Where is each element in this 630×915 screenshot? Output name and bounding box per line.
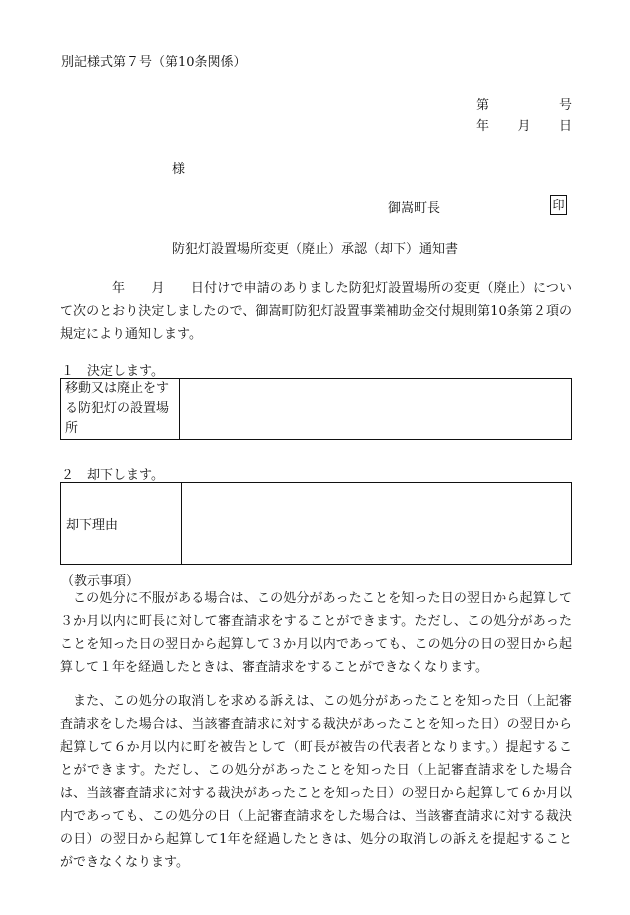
sender-title: 御嵩町長 (388, 201, 441, 216)
addressee-honorific: 様 (172, 162, 186, 177)
notice-paragraph-1: この処分に不服がある場合は、この処分があったことを知った日の翌日から起算して３か月以内に町長に対して審査請求をすることができます。ただし、この処分があったことを知った日の翌日から起算して３か月以内であっても、この処分の日の翌日から起算して１年を経過したときは、審査請求をすることができなくなります。 (60, 591, 572, 675)
seal-mark: 印 (550, 195, 567, 215)
document-number (476, 94, 572, 113)
date-day: 日 (558, 119, 572, 134)
date-year: 年 (476, 119, 490, 134)
document-date (476, 115, 572, 134)
section2-value (182, 483, 572, 565)
number-prefix: 第 (476, 98, 490, 113)
date-month: 月 (517, 119, 531, 134)
notice-heading: （教示事項） (61, 574, 140, 589)
section1-heading: １ 決定します。 (61, 364, 164, 379)
form-label: 別記様式第７号（第10条関係） (61, 55, 247, 70)
page-title: 防犯灯設置場所変更（廃止）承認（却下）通知書 (171, 242, 458, 257)
section2-table (60, 482, 572, 565)
section2-label: 却下理由 (61, 483, 182, 565)
section2-heading: ２ 却下します。 (61, 468, 164, 483)
section1-value (180, 379, 572, 440)
number-suffix: 号 (558, 98, 572, 113)
section1-label: 移動又は廃止をする防犯灯の設置場所 (61, 379, 180, 440)
notice-paragraph-2: また、この処分の取消しを求める訴えは、この処分があったことを知った日（上記審査請求をした場合は、当該審査請求に対する裁決があったことを知った日）の翌日から起算して６か月以内に町を被告として（町長が被告の代表者となります。）提起することができます。ただし、この処分があったことを知った日（上記審査請求をした場合は、当該審査請求に対する裁決があったことを知った日）の翌日から起算して６か月以内であっても、この処分の日（上記審査請求をした場合は、当該審査請求に対する裁決の日）の翌日から起算して1年を経過したときは、処分の取消しの訴えを提起することができなくなります。 (60, 694, 572, 870)
section1-table (60, 378, 572, 440)
lead-paragraph: 年 月 日付けで申請のありました防犯灯設置場所の変更（廃止）について次のとおり決定しましたので、御嵩町防犯灯設置事業補助金交付規則第10条第２項の規定により通知します。 (60, 281, 572, 342)
